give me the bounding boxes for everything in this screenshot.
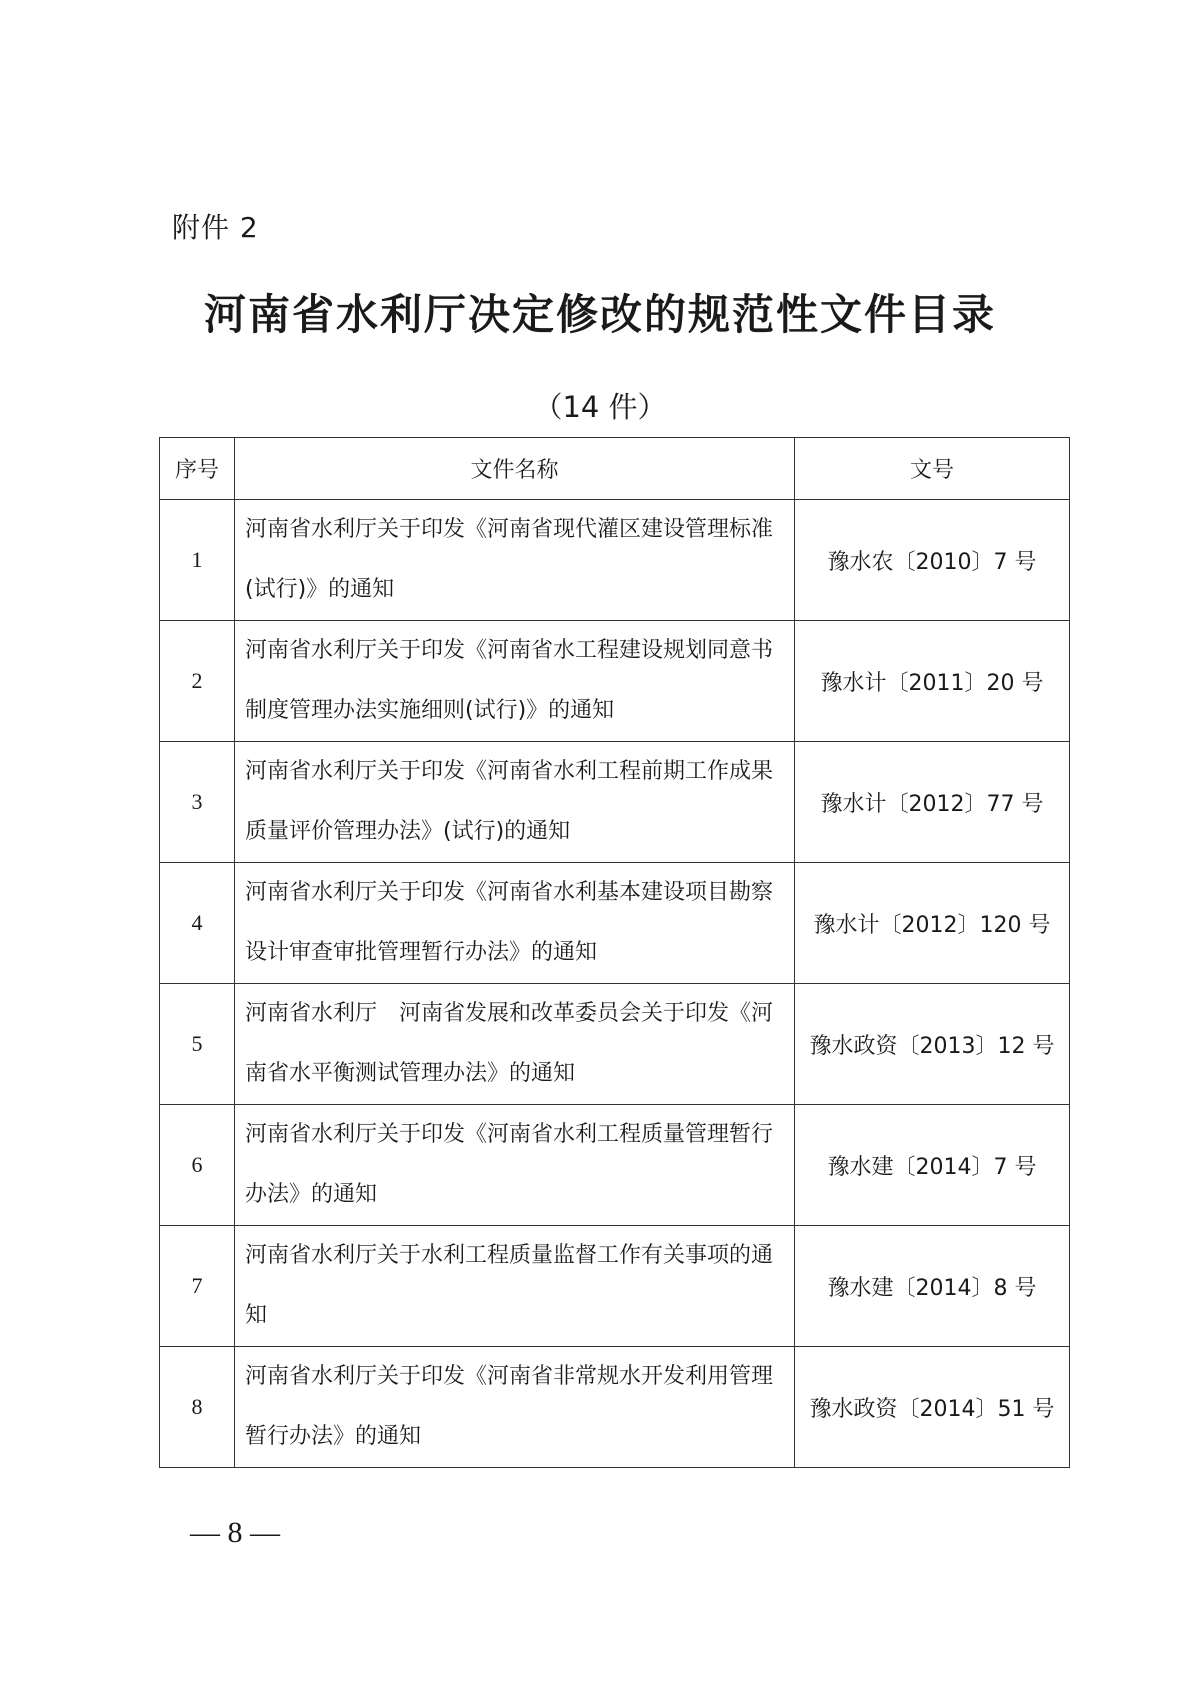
page-number: — 8 —: [190, 1516, 280, 1549]
table-row: [160, 984, 1070, 1105]
row-file-name: 河南省水利厅关于印发《河南省水工程建设规划同意书制度管理办法实施细则(试行)》的通知: [235, 621, 795, 742]
row-index: 6: [160, 1105, 235, 1226]
row-file-number: 豫水农〔2010〕7 号: [795, 500, 1070, 621]
row-index: 7: [160, 1226, 235, 1347]
table-row: [160, 1226, 1070, 1347]
row-file-name: 河南省水利厅关于印发《河南省非常规水开发利用管理暂行办法》的通知: [235, 1347, 795, 1468]
row-file-number: 豫水建〔2014〕8 号: [795, 1226, 1070, 1347]
row-file-number: 豫水政资〔2013〕12 号: [795, 984, 1070, 1105]
row-index: 4: [160, 863, 235, 984]
row-file-number: 豫水政资〔2014〕51 号: [795, 1347, 1070, 1468]
row-file-number: 豫水计〔2012〕77 号: [795, 742, 1070, 863]
row-index: 8: [160, 1347, 235, 1468]
table-header-row: [160, 438, 1070, 500]
header-file-number: 文号: [795, 438, 1070, 500]
table-row: [160, 742, 1070, 863]
row-index: 1: [160, 500, 235, 621]
header-index: 序号: [160, 438, 235, 500]
row-file-name: 河南省水利厅关于印发《河南省水利工程质量管理暂行办法》的通知: [235, 1105, 795, 1226]
document-title: 河南省水利厅决定修改的规范性文件目录: [203, 290, 996, 339]
row-index: 2: [160, 621, 235, 742]
document-subtitle: （14 件）: [533, 390, 667, 424]
table-row: [160, 1105, 1070, 1226]
row-file-name: 河南省水利厅关于印发《河南省水利基本建设项目勘察设计审查审批管理暂行办法》的通知: [235, 863, 795, 984]
row-file-name: 河南省水利厅关于水利工程质量监督工作有关事项的通知: [235, 1226, 795, 1347]
row-file-name: 河南省水利厅关于印发《河南省现代灌区建设管理标准(试行)》的通知: [235, 500, 795, 621]
row-file-number: 豫水计〔2012〕120 号: [795, 863, 1070, 984]
row-file-name: 河南省水利厅 河南省发展和改革委员会关于印发《河南省水平衡测试管理办法》的通知: [235, 984, 795, 1105]
row-index: 3: [160, 742, 235, 863]
row-file-number: 豫水建〔2014〕7 号: [795, 1105, 1070, 1226]
table-row: [160, 1347, 1070, 1468]
row-file-name: 河南省水利厅关于印发《河南省水利工程前期工作成果质量评价管理办法》(试行)的通知: [235, 742, 795, 863]
row-index: 5: [160, 984, 235, 1105]
header-file-name: 文件名称: [235, 438, 795, 500]
table-row: [160, 621, 1070, 742]
table-row: [160, 500, 1070, 621]
table-row: [160, 863, 1070, 984]
row-file-number: 豫水计〔2011〕20 号: [795, 621, 1070, 742]
attachment-label: 附件 2: [172, 211, 259, 244]
file-catalog-table: [159, 437, 1070, 1468]
